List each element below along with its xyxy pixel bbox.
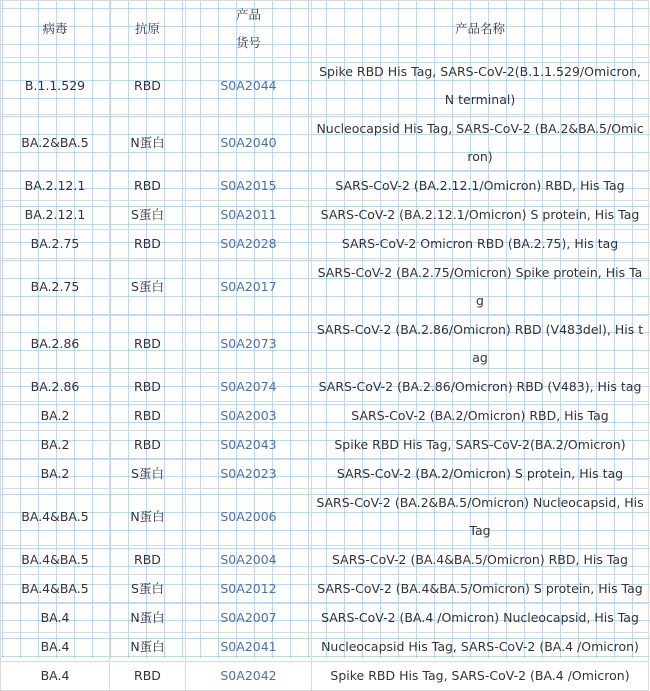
product-name-cell: SARS-CoV-2 (BA.2.12.1/Omicron) S protein, His Tag	[312, 201, 649, 230]
header-sku-line2: 货号	[235, 35, 261, 50]
header-name: 产品名称	[312, 1, 649, 58]
virus-cell: BA.4	[1, 604, 110, 633]
sku-cell: S0A2023	[186, 460, 312, 489]
antigen-cell: N蛋白	[110, 115, 186, 172]
virus-cell: BA.4&BA.5	[1, 489, 110, 546]
virus-cell: BA.4	[1, 633, 110, 662]
antigen-cell: RBD	[110, 58, 186, 115]
virus-cell: BA.2.86	[1, 373, 110, 402]
product-name-cell: SARS-CoV-2 (BA.4&BA.5/Omicron) RBD, His Tag	[312, 546, 649, 575]
sku-cell: S0A2041	[186, 633, 312, 662]
virus-cell: BA.4&BA.5	[1, 575, 110, 604]
sku-cell: S0A2074	[186, 373, 312, 402]
product-name-cell: SARS-CoV-2 (BA.4 /Omicron) Nucleocapsid, His Tag	[312, 604, 649, 633]
antigen-cell: S蛋白	[110, 460, 186, 489]
table-row	[1, 259, 649, 316]
table-row	[1, 201, 649, 230]
antigen-cell: RBD	[110, 431, 186, 460]
virus-cell: BA.2.75	[1, 230, 110, 259]
virus-cell: B.1.1.529	[1, 58, 110, 115]
table-row	[1, 431, 649, 460]
sku-cell: S0A2040	[186, 115, 312, 172]
sku-cell: S0A2007	[186, 604, 312, 633]
table-body	[1, 58, 649, 691]
antigen-cell: S蛋白	[110, 201, 186, 230]
table-row	[1, 633, 649, 662]
table-header	[1, 1, 649, 58]
antigen-cell: S蛋白	[110, 575, 186, 604]
virus-cell: BA.2.12.1	[1, 201, 110, 230]
sku-cell: S0A2073	[186, 316, 312, 373]
antigen-cell: RBD	[110, 316, 186, 373]
sku-cell: S0A2012	[186, 575, 312, 604]
table-row	[1, 575, 649, 604]
table-row	[1, 316, 649, 373]
antigen-cell: RBD	[110, 373, 186, 402]
virus-cell: BA.2.86	[1, 316, 110, 373]
virus-cell: BA.4&BA.5	[1, 546, 110, 575]
antigen-cell: RBD	[110, 230, 186, 259]
virus-cell: BA.2	[1, 431, 110, 460]
table-row	[1, 546, 649, 575]
header-sku-line1: 产品	[235, 7, 261, 22]
sku-cell: S0A2017	[186, 259, 312, 316]
virus-cell: BA.2.75	[1, 259, 110, 316]
antigen-cell: N蛋白	[110, 489, 186, 546]
sku-cell: S0A2044	[186, 58, 312, 115]
virus-cell: BA.2	[1, 402, 110, 431]
antigen-cell: RBD	[110, 172, 186, 201]
sku-cell: S0A2006	[186, 489, 312, 546]
table-row	[1, 58, 649, 115]
sku-cell: S0A2042	[186, 662, 312, 691]
sku-cell: S0A2011	[186, 201, 312, 230]
sku-cell: S0A2028	[186, 230, 312, 259]
antigen-cell: N蛋白	[110, 633, 186, 662]
sku-cell: S0A2004	[186, 546, 312, 575]
product-name-cell: SARS-CoV-2 (BA.2.75/Omicron) Spike protein, His Tag	[312, 259, 649, 316]
product-name-cell: SARS-CoV-2 (BA.2.86/Omicron) RBD (V483), His tag	[312, 373, 649, 402]
table-row	[1, 460, 649, 489]
header-virus: 病毒	[1, 1, 110, 58]
product-name-cell: SARS-CoV-2 (BA.2.86/Omicron) RBD (V483del), His tag	[312, 316, 649, 373]
product-name-cell: Spike RBD His Tag, SARS-CoV-2(BA.2/Omicron)	[312, 431, 649, 460]
header-row	[1, 1, 649, 58]
sku-cell: S0A2003	[186, 402, 312, 431]
table-row	[1, 604, 649, 633]
product-name-cell: SARS-CoV-2 (BA.2/Omicron) S protein, His tag	[312, 460, 649, 489]
table-row	[1, 172, 649, 201]
product-name-cell: SARS-CoV-2 (BA.2&BA.5/Omicron) Nucleocapsid, His Tag	[312, 489, 649, 546]
table-row	[1, 115, 649, 172]
antigen-cell: RBD	[110, 546, 186, 575]
product-name-cell: SARS-CoV-2 (BA.4&BA.5/Omicron) S protein, His Tag	[312, 575, 649, 604]
antigen-cell: RBD	[110, 662, 186, 691]
product-name-cell: SARS-CoV-2 (BA.2/Omicron) RBD, His Tag	[312, 402, 649, 431]
sku-cell: S0A2043	[186, 431, 312, 460]
table-row	[1, 373, 649, 402]
product-name-cell: Nucleocapsid His Tag, SARS-CoV-2 (BA.2&BA.5/Omicron)	[312, 115, 649, 172]
product-name-cell: Spike RBD His Tag, SARS-CoV-2 (BA.4 /Omicron)	[312, 662, 649, 691]
table-row	[1, 489, 649, 546]
table-row	[1, 402, 649, 431]
sku-cell: S0A2015	[186, 172, 312, 201]
header-sku	[186, 1, 312, 58]
table-row	[1, 230, 649, 259]
product-name-cell: Spike RBD His Tag, SARS-CoV-2(B.1.1.529/Omicron, N terminal)	[312, 58, 649, 115]
antigen-cell: N蛋白	[110, 604, 186, 633]
virus-cell: BA.4	[1, 662, 110, 691]
virus-cell: BA.2&BA.5	[1, 115, 110, 172]
antigen-cell: RBD	[110, 402, 186, 431]
table-row	[1, 662, 649, 691]
product-name-cell: SARS-CoV-2 (BA.2.12.1/Omicron) RBD, His Tag	[312, 172, 649, 201]
antigen-cell: S蛋白	[110, 259, 186, 316]
product-name-cell: SARS-CoV-2 Omicron RBD (BA.2.75), His tag	[312, 230, 649, 259]
header-antigen: 抗原	[110, 1, 186, 58]
virus-cell: BA.2.12.1	[1, 172, 110, 201]
product-name-cell: Nucleocapsid His Tag, SARS-CoV-2 (BA.4 /Omicron)	[312, 633, 649, 662]
virus-cell: BA.2	[1, 460, 110, 489]
